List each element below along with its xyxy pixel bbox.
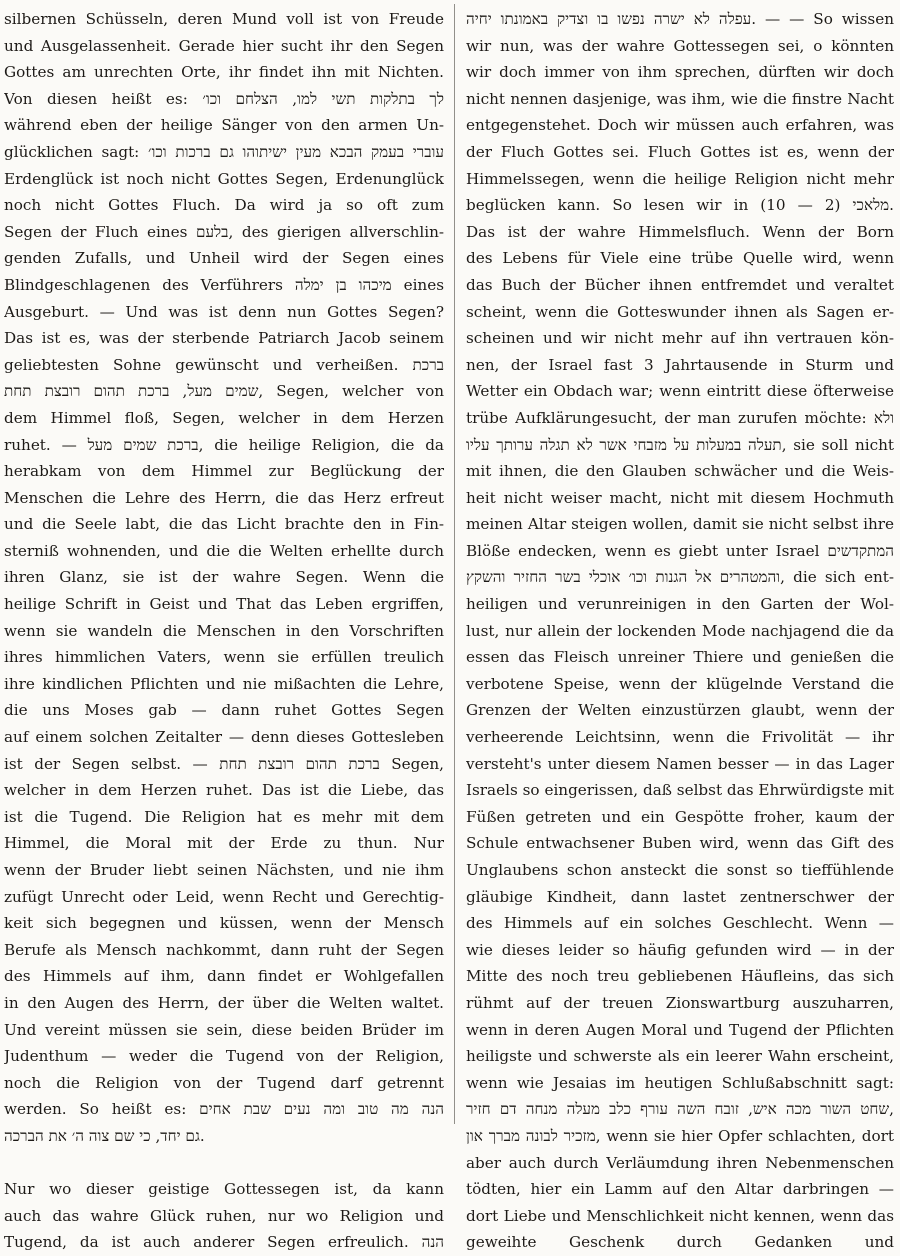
- right-column: [466, 6, 894, 1256]
- text-line: nicht nennen dasjenige, was ihm, wie die finstre Nacht: [466, 89, 894, 108]
- text-line: noch nicht Gottes Fluch. Da wird ja so oft zum: [4, 196, 444, 215]
- text-line: scheint, wenn die Gotteswunder ihnen als Sagen er-: [466, 302, 894, 321]
- text-line: beglücken kann. So lesen wir in מלאכי (2 — 10).: [466, 196, 894, 215]
- text-line: auch das wahre Glück ruhen, nur wo Religion und: [4, 1206, 444, 1225]
- text-line: die uns Moses gab — dann ruhet Gottes Segen: [4, 701, 444, 720]
- text-line: והמטהרים אל הגנות וכו׳ אוכלי בשר החזיר והשקץ, die sich ent-: [466, 568, 894, 587]
- text-line: Unglaubens schon ansteckt die sonst so tieffühlende: [466, 861, 894, 879]
- text-line: des Lebens für Viele eine trübe Quelle wird, wenn: [466, 249, 894, 268]
- text-line: Judenthum — weder die Tugend von der Religion,: [4, 1047, 444, 1066]
- text-line: תעלה במעלות על מזבחי אשר לא תגלה ערותך עליו, sie soll nicht: [466, 435, 894, 454]
- text-line: ruhet. — ברכת שמים מעל, die heilige Religion, die da: [4, 435, 444, 454]
- text-line: aber auch durch Verläumdung ihren Nebenmenschen: [466, 1153, 894, 1172]
- text-line: des Himmels auf ein solches Geschlecht. Wenn —: [466, 914, 894, 933]
- paragraph-gap: [4, 1150, 444, 1177]
- text-line: Nur wo dieser geistige Gottessegen ist, da kann: [4, 1180, 444, 1199]
- text-line: sterniß wohnenden, und die die Welten erhellte durch: [4, 541, 444, 560]
- text-line: lust, nur allein der lockenden Mode nachjagend die da: [466, 621, 894, 640]
- text-line: geweihte Geschenk durch Gedanken und: [466, 1233, 894, 1252]
- text-line: עפלה לא ישרה נפשו בו וצדיק באמונתו יחיה. — — So wissen: [466, 10, 894, 28]
- text-line: und die Seele labt, die das Licht brachte den in Fin-: [4, 515, 444, 534]
- text-line: Mitte des noch treu gebliebenen Häufleins, das sich: [466, 967, 894, 986]
- text-line: und Ausgelassenheit. Gerade hier sucht ihr den Segen: [4, 36, 444, 55]
- text-line: heiligen und verunreinigen in den Garten der Wol-: [466, 595, 894, 614]
- text-line: Ausgeburt. — Und was ist denn nun Gottes Segen?: [4, 302, 444, 321]
- text-line: werden. So heißt es: הנה מה טוב ומה נעים שבת אחים: [4, 1100, 444, 1119]
- text-line: שחט השור מכה איש, זובח השה עורף כלב מעלה מנחה דם חזיר,: [466, 1100, 894, 1119]
- text-line: Berufe als Mensch nachkommt, dann ruht der Segen: [4, 940, 444, 959]
- text-line: versteht's unter diesem Namen besser — in das Lager: [466, 754, 894, 773]
- column-divider: [454, 4, 455, 1124]
- text-line: zufügt Unrecht oder Leid, wenn Recht und Gerechtig-: [4, 887, 444, 906]
- text-line: wenn wie Jesaias im heutigen Schlußabschnitt sagt:: [466, 1073, 894, 1092]
- text-line: ist der Segen selbst. — ברכת תהום רובצת תחת Segen,: [4, 754, 444, 773]
- text-line: Das ist der wahre Himmelsfluch. Wenn der Born: [466, 222, 894, 241]
- text-line: Schule entwachsener Buben wird, wenn das Gift des: [466, 834, 894, 853]
- text-line: wenn in deren Augen Moral und Tugend der Pflichten: [466, 1020, 894, 1039]
- text-line: wenn der Bruder liebt seinen Nächsten, und nie ihm: [4, 861, 444, 879]
- text-line: wie dieses leider so häufig gefunden wird — in der: [466, 940, 894, 959]
- text-line: rühmt auf der treuen Zionswartburg auszuharren,: [466, 993, 894, 1012]
- text-line: in den Augen des Herrn, der über die Welten waltet.: [4, 993, 444, 1012]
- text-line: Segen der Fluch eines בלעם, des gierigen allverschlin-: [4, 222, 444, 241]
- text-line: wenn sie wandeln die Menschen in den Vorschriften: [4, 621, 444, 640]
- text-line: genden Zufalls, und Unheil wird der Segen eines: [4, 249, 444, 268]
- text-line: trübe Aufklärungesucht, der man zurufen möchte: ולא: [466, 408, 894, 427]
- text-line: Und vereint müssen sie sein, diese beiden Brüder im: [4, 1020, 444, 1039]
- text-line: ihres himmlichen Vaters, wenn sie erfüllen treulich: [4, 648, 444, 667]
- text-line: ihre kindlichen Pflichten und nie mißachten die Lehre,: [4, 674, 444, 693]
- text-line: glücklichen sagt: עוברי בעמק הבכא מעין ישיתוהו גם ברכות וכו׳: [4, 142, 444, 161]
- text-line: Blöße endecken, wenn es giebt unter Israel המתקדשים: [466, 541, 894, 560]
- text-line: Füßen getreten und ein Gespötte froher, kaum der: [466, 807, 894, 826]
- text-line: verbotene Speise, wenn der klügelnde Verstand die: [466, 674, 894, 693]
- text-line: essen das Fleisch unreiner Thiere und genießen die: [466, 648, 894, 667]
- text-line: Erdenglück ist noch nicht Gottes Segen, Erdenunglück: [4, 169, 444, 188]
- text-line: das Buch der Bücher ihnen entfremdet und veraltet: [466, 275, 894, 294]
- text-line: Grenzen der Welten einzustürzen glaubt, wenn der: [466, 701, 894, 720]
- text-line: Israels so eingerissen, daß selbst das Ehrwürdigste mit: [466, 781, 894, 800]
- text-line: auf einem solchen Zeitalter — denn dieses Gottesleben: [4, 728, 444, 747]
- text-line: nen, der Israel fast 3 Jahrtausende in Sturm und: [466, 355, 894, 374]
- text-line: Himmelssegen, wenn die heilige Religion nicht mehr: [466, 169, 894, 188]
- text-line: entgegenstehet. Doch wir müssen auch erfahren, was: [466, 116, 894, 135]
- text-line: heiligste und schwerste als ein leerer Wahn erscheint,: [466, 1047, 894, 1066]
- text-line: tödten, hier ein Lamm auf den Altar darbringen —: [466, 1180, 894, 1199]
- text-line: Menschen die Lehre des Herrn, die das Herz erfreut: [4, 488, 444, 507]
- text-line: ihren Glanz, sie ist der wahre Segen. Wenn die: [4, 568, 444, 587]
- text-line: während eben der heilige Sänger von den armen Un-: [4, 116, 444, 135]
- text-line: wir nun, was der wahre Gottessegen sei, o könnten: [466, 36, 894, 55]
- text-line: Blindgeschlagenen des Verführers מיכהו בן ימלה eines: [4, 275, 444, 294]
- text-line: heilige Schrift in Geist und That das Leben ergriffen,: [4, 595, 444, 614]
- text-line: der Fluch Gottes sei. Fluch Gottes ist es, wenn der: [466, 142, 894, 161]
- text-line: heit nicht weiser macht, nicht mit diesem Hochmuth: [466, 488, 894, 507]
- text-line: herabkam von dem Himmel zur Beglückung der: [4, 462, 444, 481]
- text-line: Gottes am unrechten Orte, ihr findet ihn mit Nichten.: [4, 63, 444, 82]
- text-line: שמים מעל, ברכת תהום רובצת תחת, Segen, welcher von: [4, 382, 444, 401]
- text-line: dort Liebe und Menschlichkeit nicht kennen, wenn das: [466, 1206, 894, 1225]
- text-line: ist die Tugend. Die Religion hat es mehr mit dem: [4, 807, 444, 826]
- text-line: geliebtesten Sohne gewünscht und verheißen. ברכת: [4, 355, 444, 374]
- text-line: Von diesen heißt es: לך בתלקות תשי למו, הצלחם וכו׳: [4, 89, 444, 108]
- text-line: mit ihnen, die den Glauben schwächer und die Weis-: [466, 462, 894, 481]
- text-line: scheinen und wir nicht mehr auf ihn vertrauen kön-: [466, 329, 894, 348]
- left-column: [4, 6, 444, 1256]
- text-line: gläubige Kindheit, dann lastet zentnerschwer der: [466, 887, 894, 906]
- text-line: noch die Religion von der Tugend darf getrennt: [4, 1073, 444, 1092]
- text-line: Wetter ein Obdach war; wenn eintritt diese öfterweise: [466, 382, 894, 401]
- text-line: dem Himmel floß, Segen, welcher in dem Herzen: [4, 408, 444, 427]
- text-line: keit sich begegnen und küssen, wenn der Mensch: [4, 914, 444, 933]
- text-line: Himmel, die Moral mit der Erde zu thun. Nur: [4, 834, 444, 853]
- text-line: verheerende Leichtsinn, wenn die Frivolität — ihr: [466, 728, 894, 747]
- text-line: מזכיר לבונה מברך און, wenn sie hier Opfer schlachten, dort: [466, 1126, 894, 1145]
- text-line: des Himmels auf ihm, dann findet er Wohlgefallen: [4, 967, 444, 986]
- text-line: Tugend, da ist auch anderer Segen erfreulich. הנה: [4, 1233, 444, 1252]
- text-line: wir doch immer von ihm sprechen, dürften wir doch: [466, 63, 894, 82]
- text-line: welcher in dem Herzen ruhet. Das ist die Liebe, das: [4, 781, 444, 800]
- text-line: גם יחד, כי שם צוה ה׳ את הברכה.: [4, 1126, 205, 1145]
- text-line: Das ist es, was der sterbende Patriarch Jacob seinem: [4, 329, 444, 348]
- text-line: silbernen Schüsseln, deren Mund voll ist von Freude: [4, 10, 444, 28]
- text-line: meinen Altar steigen wollen, damit sie nicht selbst ihre: [466, 515, 894, 534]
